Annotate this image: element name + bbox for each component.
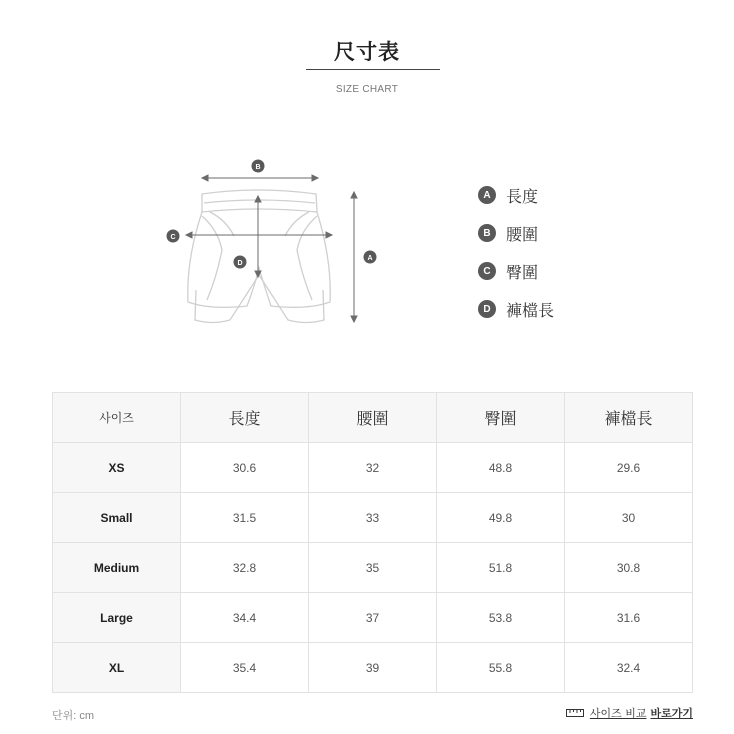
table-cell: 32.4 xyxy=(565,643,693,693)
svg-text:C: C xyxy=(170,234,176,241)
table-row xyxy=(53,443,693,493)
shorts-diagram xyxy=(160,150,390,340)
table-cell: 30.6 xyxy=(181,443,309,493)
side-panel-left xyxy=(202,216,222,300)
header-waist: 腰圍 xyxy=(309,393,437,443)
legend-marker-b: B xyxy=(478,224,496,242)
table-cell: 34.4 xyxy=(181,593,309,643)
table-row xyxy=(53,593,693,643)
table-cell: 29.6 xyxy=(565,443,693,493)
title-divider xyxy=(306,69,440,70)
table-row xyxy=(53,643,693,693)
pocket-right xyxy=(285,212,309,236)
table-cell: 30.8 xyxy=(565,543,693,593)
legend-item-hip xyxy=(478,252,554,290)
legend-marker-c: C xyxy=(478,262,496,280)
legend-label-length: 長度 xyxy=(506,186,539,206)
table-cell: 33 xyxy=(309,493,437,543)
page-title: 尺寸表 xyxy=(334,40,400,64)
size-compare-go: 바로가기 xyxy=(650,707,693,720)
table-cell: 30 xyxy=(565,493,693,543)
side-panel-right xyxy=(297,216,317,300)
size-label: Small xyxy=(53,493,181,543)
size-compare-link[interactable] xyxy=(566,705,693,721)
marker-a xyxy=(364,251,377,264)
table-cell: 35 xyxy=(309,543,437,593)
legend-label-waist: 腰圍 xyxy=(506,224,539,244)
size-table xyxy=(52,392,693,693)
legend-item-waist xyxy=(478,214,554,252)
legend-marker-d: D xyxy=(478,300,496,318)
svg-text:B: B xyxy=(255,164,261,171)
table-cell: 37 xyxy=(309,593,437,643)
legend-marker-a: A xyxy=(478,186,496,204)
table-header-row xyxy=(53,393,693,443)
table-cell: 31.6 xyxy=(565,593,693,643)
legend-label-rise: 褲檔長 xyxy=(506,300,555,320)
table-cell: 35.4 xyxy=(181,643,309,693)
table-row xyxy=(53,493,693,543)
svg-text:D: D xyxy=(237,260,243,267)
marker-c xyxy=(167,230,180,243)
legend-item-length xyxy=(478,176,554,214)
table-cell: 49.8 xyxy=(437,493,565,543)
table-cell: 39 xyxy=(309,643,437,693)
marker-b xyxy=(252,160,265,173)
unit-note: 단위: cm xyxy=(52,710,95,722)
size-label: Large xyxy=(53,593,181,643)
header-rise: 褲檔長 xyxy=(565,393,693,443)
table-cell: 48.8 xyxy=(437,443,565,493)
ruler-icon xyxy=(566,708,584,718)
liner-outline xyxy=(195,275,324,323)
svg-text:A: A xyxy=(367,255,373,262)
legend-label-hip: 臀圍 xyxy=(506,262,539,282)
table-row xyxy=(53,543,693,593)
table-cell: 55.8 xyxy=(437,643,565,693)
size-label: XL xyxy=(53,643,181,693)
table-cell: 51.8 xyxy=(437,543,565,593)
legend-item-rise xyxy=(478,290,554,328)
pocket-left xyxy=(210,212,234,236)
marker-d xyxy=(234,256,247,269)
table-cell: 53.8 xyxy=(437,593,565,643)
size-label: Medium xyxy=(53,543,181,593)
size-label: XS xyxy=(53,443,181,493)
measurement-legend xyxy=(478,176,554,328)
header-size: 사이즈 xyxy=(53,393,181,443)
header-length: 長度 xyxy=(181,393,309,443)
table-cell: 32.8 xyxy=(181,543,309,593)
size-compare-label: 사이즈 비교 xyxy=(589,707,647,720)
table-cell: 31.5 xyxy=(181,493,309,543)
page-subtitle: SIZE CHART xyxy=(335,84,399,95)
table-cell: 32 xyxy=(309,443,437,493)
header-hip: 臀圍 xyxy=(437,393,565,443)
